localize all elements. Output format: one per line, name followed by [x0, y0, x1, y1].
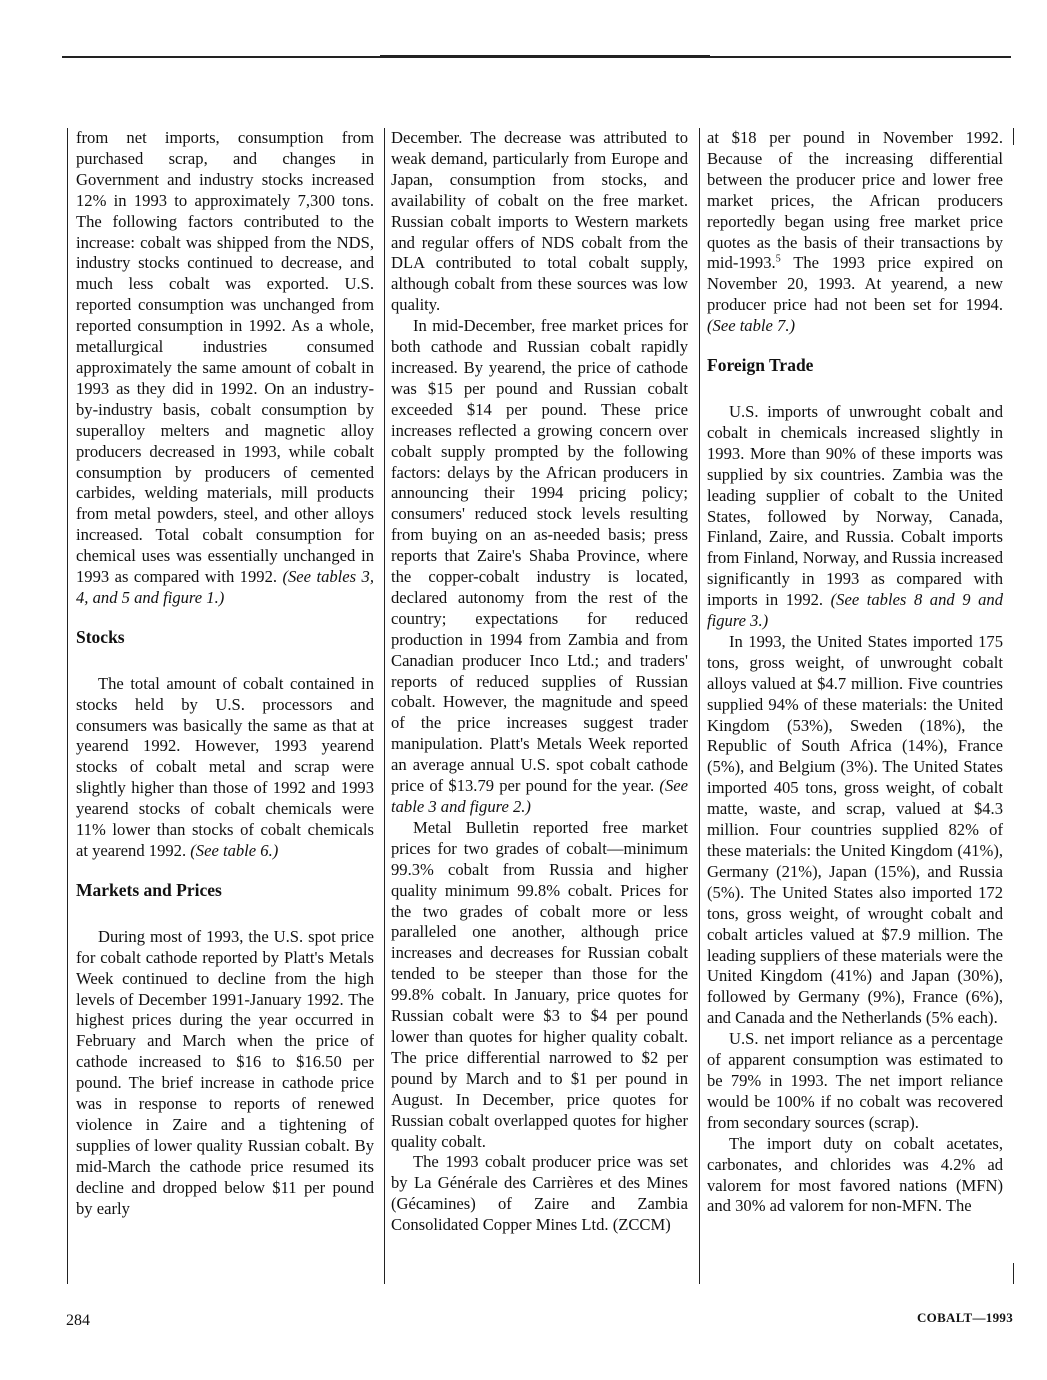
column-rule-right-top [1013, 128, 1014, 145]
footnote-marker: 5 [775, 253, 781, 265]
page-number: 284 [66, 1312, 90, 1329]
column-rule-left [67, 128, 68, 1284]
column-rule-2-3 [699, 128, 700, 1284]
paragraph [707, 128, 1003, 337]
column-rule-1-2 [384, 128, 385, 1284]
paragraph [391, 316, 688, 818]
paragraph: During most of 1993, the U.S. spot price for cobalt cathode reported by Platt's Metals Week continued to decline from the high levels of December 1991-January 1992. The highest prices during the year occurred in February and March when the price of cathode increased to $16 to $16.50 per pound. The brief increase in cathode price was in response to reports of renewed violence in Zaire and a tightening of supplies of lower quality Russian cobalt. By mid-March the cathode price resumed its decline and dropped below $11 per pound by early [76, 926, 374, 1218]
table-reference: (See tables 3, 4, and 5 and figure 1.) [76, 567, 374, 607]
paragraph-text: U.S. imports of unwrought cobalt and cobalt in chemicals increased slightly in 1993. More than 90% of these imports was supplied by six countries. Zambia was the leading supplier of cobalt to the United States, followed by Norway, Canada, Finland, Zaire, and Russia. Cobalt imports from Finland, Norway, and Russia increased significantly in 1993 as compared with imports in 1992. [707, 401, 1003, 610]
section-heading-markets-and-prices: Markets and Prices [76, 879, 222, 900]
text-column-1 [76, 128, 374, 1220]
table-reference: (See table 7.) [707, 316, 796, 336]
paragraph-text: at $18 per pound in November 1992. Because of the increasing differential between the producer price and lower free market prices, the African producers reportedly began using free market price quotes as the basis of their transactions by mid-1993. [707, 128, 1003, 273]
paragraph-text: The 1993 price expired on November 20, 1993. At yearend, a new producer price had not been set for 1994. [707, 253, 1003, 315]
running-footer: COBALT—1993 [916, 1310, 1013, 1325]
table-reference: (See tables 8 and 9 and figure 3.) [707, 590, 1003, 631]
paragraph-text: In mid-December, free market prices for both cathode and Russian cobalt rapidly increased. By yearend, the price of cathode was $15 per pound and Russian cobalt exceeded $14 per pound. These price increases reflected a growing concern over cobalt supply prompted by the following factors: delays by the African producers in announcing their 1994 pricing policy; consumers' reduced stock levels resulting from buying on an as-needed basis; press reports that Zaire's Shaba Province, where the copper-cobalt industry is located, declared autonomy from the rest of the country; expectations for reduced production in 1994 from Zambia and from Canadian producer Inco Ltd.; and traders' reports of reduced supplies of Russian cobalt. However, the magnitude and speed of the price increases suggest trader manipulation. Platt's Metals Week reported an average annual U.S. spot cobalt cathode price of $13.79 per pound for the year. [391, 316, 688, 796]
section-heading-stocks: Stocks [76, 626, 125, 647]
column-rule-right-bottom [1013, 1263, 1014, 1284]
paragraph: December. The decrease was attributed to weak demand, particularly from Europe and Japan, consumption from stocks, and availability of cobalt on the free market. Russian cobalt imports to Western markets and regular offers of NDS cobalt from the DLA contributed to total cobalt supply, although cobalt from these sources was low quality. [391, 128, 688, 315]
table-reference: (See table 6.) [190, 841, 279, 860]
paragraph-text: The total amount of cobalt contained in stocks held by U.S. processors and consumers was basically the same as that at yearend 1992. However, 1993 yearend stocks of cobalt metal and scrap were slightly higher than those of 1992 and 1993 yearend stocks of cobalt chemicals were 11% lower than stocks of cobalt chemicals at yearend 1992. [76, 673, 374, 860]
paragraph: The import duty on cobalt acetates, carbonates, and chlorides was 4.2% ad valorem for most favored nations (MFN) and 30% ad valorem for non-MFN. The [707, 1133, 1003, 1216]
top-rule-accent [380, 55, 710, 58]
paragraph: The 1993 cobalt producer price was set by La Générale des Carrières et des Mines (Gécamines) of Zaire and Zambia Consolidated Copper Mines Ltd. (ZCCM) [391, 1152, 688, 1235]
text-column-3 [707, 128, 1003, 1217]
text-column-2 [391, 128, 688, 1236]
section-heading-foreign-trade: Foreign Trade [707, 355, 814, 376]
paragraph-text: from net imports, consumption from purchased scrap, and changes in Government and industry stocks increased 12% in 1993 to approximately 7,300 tons. The following factors contributed to the increase: cobalt was shipped from the NDS, industry stocks continued to decrease, and much less cobalt was exported. U.S. reported consumption was unchanged from reported consumption in 1992. As a whole, metallurgical industries consumed approximately the same amount of cobalt in 1993 as they did in 1992. On an industry-by-industry basis, cobalt consumption by superalloy melters and magnetic alloy producers decreased in 1993, while cobalt consumption by producers of cemented carbides, welding materials, mill products from metal powders, steel, and other alloys increased. Total cobalt consumption for chemical uses was essentially unchanged in 1993 as compared with 1992. [76, 128, 374, 587]
table-reference: (See table 3 and figure 2.) [391, 776, 688, 816]
paragraph: U.S. net import reliance as a percentage of apparent consumption was estimated to be 79% in 1993. The net import reliance would be 100% if no cobalt was recovered from secondary sources (scrap). [707, 1029, 1003, 1132]
paragraph [707, 402, 1003, 632]
paragraph: In 1993, the United States imported 175 tons, gross weight, of unwrought cobalt alloys valued at $4.7 million. Five countries supplied 94% of these materials: the United Kingdom (53%), Sweden (18%), the Republic of South Africa (14%), France (5%), and Belgium (3%). The United States imported 405 tons, gross weight, of cobalt matte, waste, and scrap, valued at $4.3 million. Four countries supplied 82% of these materials: the United Kingdom (41%), Germany (21%), Japan (15%), and Russia (5%). The United States also imported 172 tons, gross weight, of wrought cobalt and cobalt articles valued at $7.9 million. The leading suppliers of these materials were the United Kingdom (41%) and Japan (30%), followed by Germany (9%), France (6%), and Canada and the Netherlands (5% each). [707, 631, 1003, 1028]
paragraph [76, 674, 374, 862]
paragraph [76, 128, 374, 609]
paragraph: Metal Bulletin reported free market prices for two grades of cobalt—minimum 99.3% cobalt from Russia and higher quality minimum 99.8% cobalt. Prices for the two grades of cobalt more or less paralleled one another, although price increases and decreases for Russian cobalt tended to be steeper than those for the 99.8% cobalt. In January, price quotes for Russian cobalt were $3 to $4 per pound lower than quotes for higher quality cobalt. The price differential narrowed to $2 per pound by March and to $1 per pound in August. In December, price quotes for Russian cobalt overlapped quotes for higher quality cobalt. [391, 817, 688, 1151]
